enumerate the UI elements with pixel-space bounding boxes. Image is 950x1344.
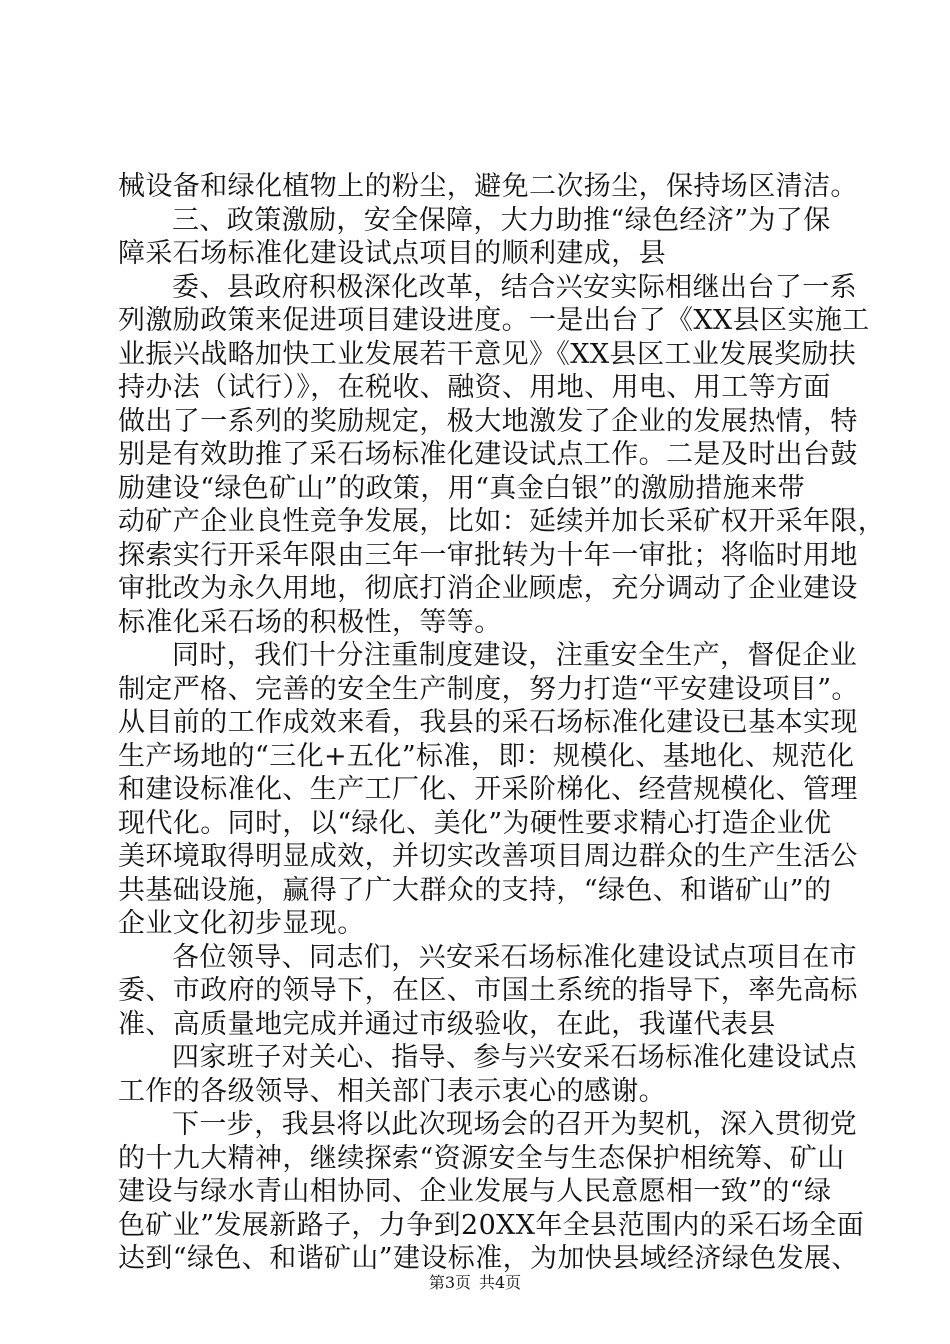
text-line: 准、高质量地完成并通过市级验收，在此，我谨代表县: [118, 1008, 776, 1040]
text-line: 生产场地的“三化+五化”标准，即：规模化、基地化、规范化: [118, 740, 855, 772]
page-footer: [0, 1273, 950, 1293]
paragraph-start-line: 同时，我们十分注重制度建设，注重安全生产，督促企业: [172, 640, 857, 671]
text-line: 委、市政府的领导下，在区、市国土系统的指导下，率先高标: [118, 975, 858, 1006]
paragraph-start-line: 各位领导、同志们，兴安采石场标准化建设试点项目在市: [172, 941, 857, 973]
paragraph-start-line: 四家班子对关心、指导、参与兴安采石场标准化建设试点: [172, 1042, 857, 1073]
text-line: 的十九大精神，继续探索“资源安全与生态保护相统筹、矿山: [118, 1142, 845, 1174]
paragraph-start-line: 下一步，我县将以此次现场会的召开为契机，深入贯彻党: [172, 1109, 857, 1140]
text-line: 达到“绿色、和谐矿山”建设标准，为加快县域经济绿色发展、: [118, 1243, 859, 1274]
text-line: 制定严格、完善的安全生产制度，努力打造“平安建设项目”。: [118, 673, 859, 705]
text-line: 列激励政策来促进项目建设进度。一是出台了《XX县区实施工: [118, 305, 870, 336]
text-line: 标准化采石场的积极性，等等。: [118, 606, 502, 638]
text-line: 持办法（试行）》，在税收、融资、用地、用电、用工等方面: [118, 372, 831, 403]
text-line: 励建设“绿色矿山”的政策，用“真金白银”的激励措施来带: [118, 472, 806, 504]
text-line: 别是有效助推了采石场标准化建设试点工作。二是及时出台鼓: [118, 439, 858, 470]
page-total: 共4页: [479, 1273, 522, 1292]
text-line: 工作的各级领导、相关部门表示衷心的感谢。: [118, 1075, 666, 1107]
text-line: 动矿产企业良性竞争发展，比如：延续并加长采矿权开采年限，: [118, 506, 886, 537]
text-line: 从目前的工作成效来看，我县的采石场标准化建设已基本实现: [118, 707, 858, 738]
text-line: 色矿业”发展新路子，力争到20XX年全县范围内的采石场全面: [118, 1209, 865, 1241]
text-line: 共基础设施，赢得了广大群众的支持，“绿色、和谐矿山”的: [118, 874, 832, 906]
text-line: 做出了一系列的奖励规定，极大地激发了企业的发展热情，特: [118, 405, 858, 437]
text-line: 建设与绿水青山相协同、企业发展与人民意愿相一致”的“绿: [118, 1176, 832, 1207]
text-line: 现代化。同时，以“绿化、美化”为硬性要求精心打造企业优: [118, 807, 832, 839]
text-line: 企业文化初步显现。: [118, 908, 365, 939]
text-line: 审批改为永久用地，彻底打消企业顾虑，充分调动了企业建设: [118, 573, 858, 604]
paragraph-start-line: 委、县政府积极深化改革，结合兴安实际相继出台了一系: [172, 271, 857, 303]
text-line: 美环境取得明显成效，并切实改善项目周边群众的生产生活公: [118, 841, 858, 872]
document-body: [118, 170, 886, 1276]
text-line: 探索实行开采年限由三年一审批转为十年一审批；将临时用地: [118, 539, 858, 571]
text-line: 障采石场标准化建设试点项目的顺利建成，县: [118, 238, 666, 269]
paragraph-start-line: 三、政策激励，安全保障，大力助推“绿色经济”为了保: [172, 204, 831, 236]
text-line: 械设备和绿化植物上的粉尘，避免二次扬尘，保持场区清洁。: [118, 171, 858, 202]
text-line: 业振兴战略加快工业发展若干意见》《XX县区工业发展奖励扶: [118, 338, 857, 370]
page-number: 第3页: [428, 1273, 471, 1292]
text-line: 和建设标准化、生产工厂化、开采阶梯化、经营规模化、管理: [118, 774, 858, 805]
